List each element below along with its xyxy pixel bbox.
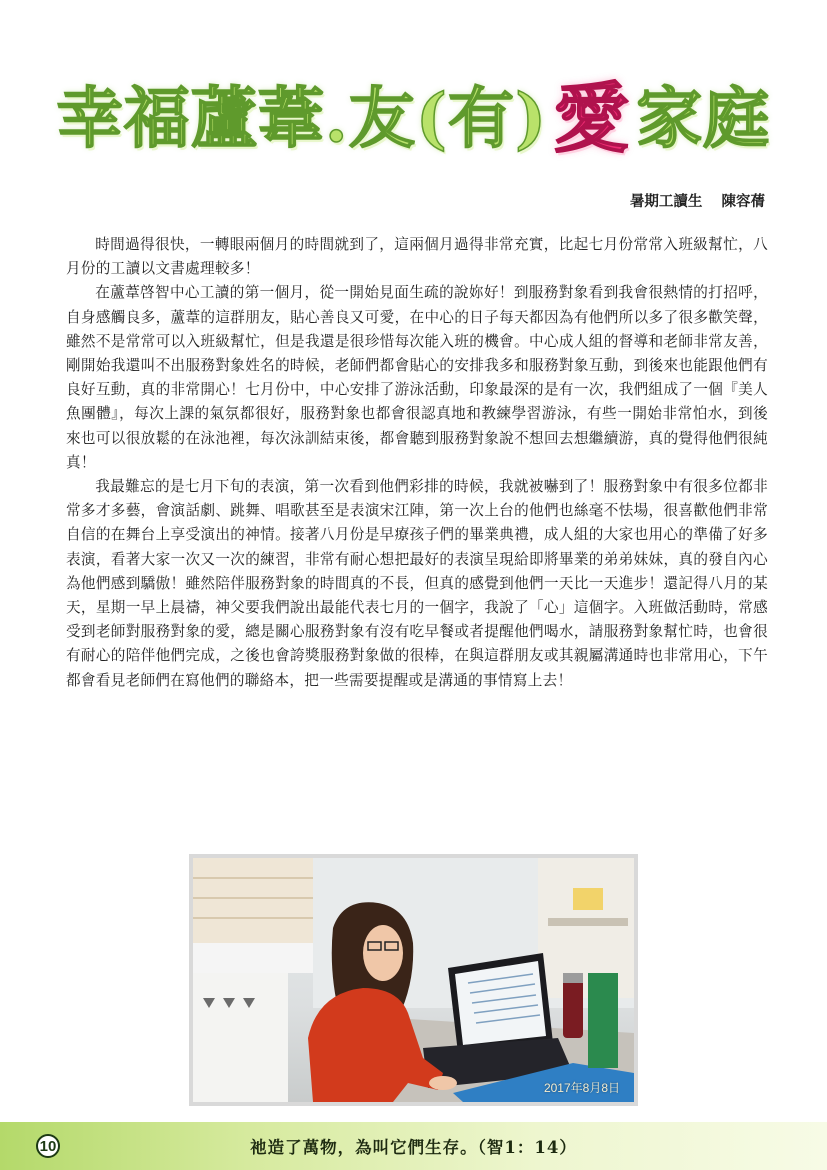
title-end: 家庭 — [636, 78, 771, 157]
shelf — [548, 918, 628, 926]
page-number: 10 — [36, 1134, 60, 1158]
cabinet — [193, 973, 288, 1102]
page-title — [0, 62, 827, 162]
page-footer — [0, 1122, 827, 1170]
footer-verse: 祂造了萬物，為叫它們生存。（智1：14） — [250, 1138, 577, 1157]
title-highlight: 愛 — [553, 73, 631, 163]
author-role: 暑期工讀生 — [629, 194, 703, 210]
green-board — [588, 973, 618, 1068]
thermos-lid — [563, 973, 583, 983]
byline — [630, 190, 765, 211]
yellow-box — [573, 888, 603, 910]
window-blind — [193, 858, 313, 943]
paragraph: 我最難忘的是七月下旬的表演，第一次看到他們彩排的時候，我就被嚇到了！服務對象中有很多位都非常多才多藝，會演話劇、跳舞、唱歌甚至是表演宋江陣，第一次上台的他們也絲毫不怯場，很喜歡他們非常自信的在舞台上享受演出的神情。接著八月份是早療孩子們的畢業典禮，成人組的大家也用心的準備了好多表演，看著大家一次又一次的練習，非常有耐心想把最好的表演呈現給即將畢業的弟弟妹妹，真的發自內心為他們感到驕傲！雖然陪伴服務對象的時間真的不長，但真的感覺到他們一天比一天進步！還記得八月的某天，星期一早上晨禱，神父要我們說出最能代表七月的一個字，我說了「心」這個字。入班做活動時，常感受到老師對服務對象的愛，總是關心服務對象有沒有吃早餐或者提醒他們喝水，請服務對象幫忙時，也會很有耐心的陪伴他們完成，之後也會誇獎服務對象做的很棒，在與這群朋友或其親屬溝通時也非常用心，下午都會看見老師們在寫他們的聯絡本，把一些需要提醒或是溝通的事情寫上去！ — [66, 478, 768, 689]
paragraph: 在蘆葦啓智中心工讀的第一個月，從一開始見面生疏的說妳好！到服務對象看到我會很熱情的打招呼，自身感觸良多，蘆葦的這群朋友，貼心善良又可愛，在中心的日子每天都因為有他們所以多了很多歡笑聲，雖然不是常常可以入班級幫忙，但是我還是很珍惜每次能入班的機會。中心成人組的督導和老師非常友善，剛開始我還叫不出服務對象姓名的時候，老師們都會貼心的安排我多和服務對象互動，到後來也能跟他們有良好互動，真的非常開心！七月份中，中心安排了游泳活動，印象最深的是有一次，我們組成了一個『美人魚團體』，每次上課的氣氛都很好，服務對象也都會很認真地和教練學習游泳，有些一開始非常怕水，到後來也可以很放鬆的在泳池裡，每次泳訓結束後，都會聽到服務對象說不想回去想繼續游，真的覺得他們很純真！ — [66, 284, 768, 471]
photo-frame — [189, 854, 638, 1106]
face — [363, 925, 403, 981]
window-sill — [193, 943, 313, 973]
photo-date-stamp: 2017年8月8日 — [543, 1081, 620, 1095]
title-main: 幸福蘆葦.友(有) — [56, 78, 548, 157]
hand — [429, 1076, 457, 1090]
article-body — [66, 233, 768, 693]
paragraph: 時間過得很快，一轉眼兩個月的時間就到了，這兩個月過得非常充實，比起七月份常常入班級幫忙，八月份的工讀以文書處理較多！ — [66, 236, 768, 278]
author-name: 陳容蒨 — [721, 194, 765, 210]
photo-student-at-laptop — [193, 858, 634, 1102]
photo-illustration — [193, 858, 634, 1102]
wall-cabinet — [538, 858, 634, 998]
